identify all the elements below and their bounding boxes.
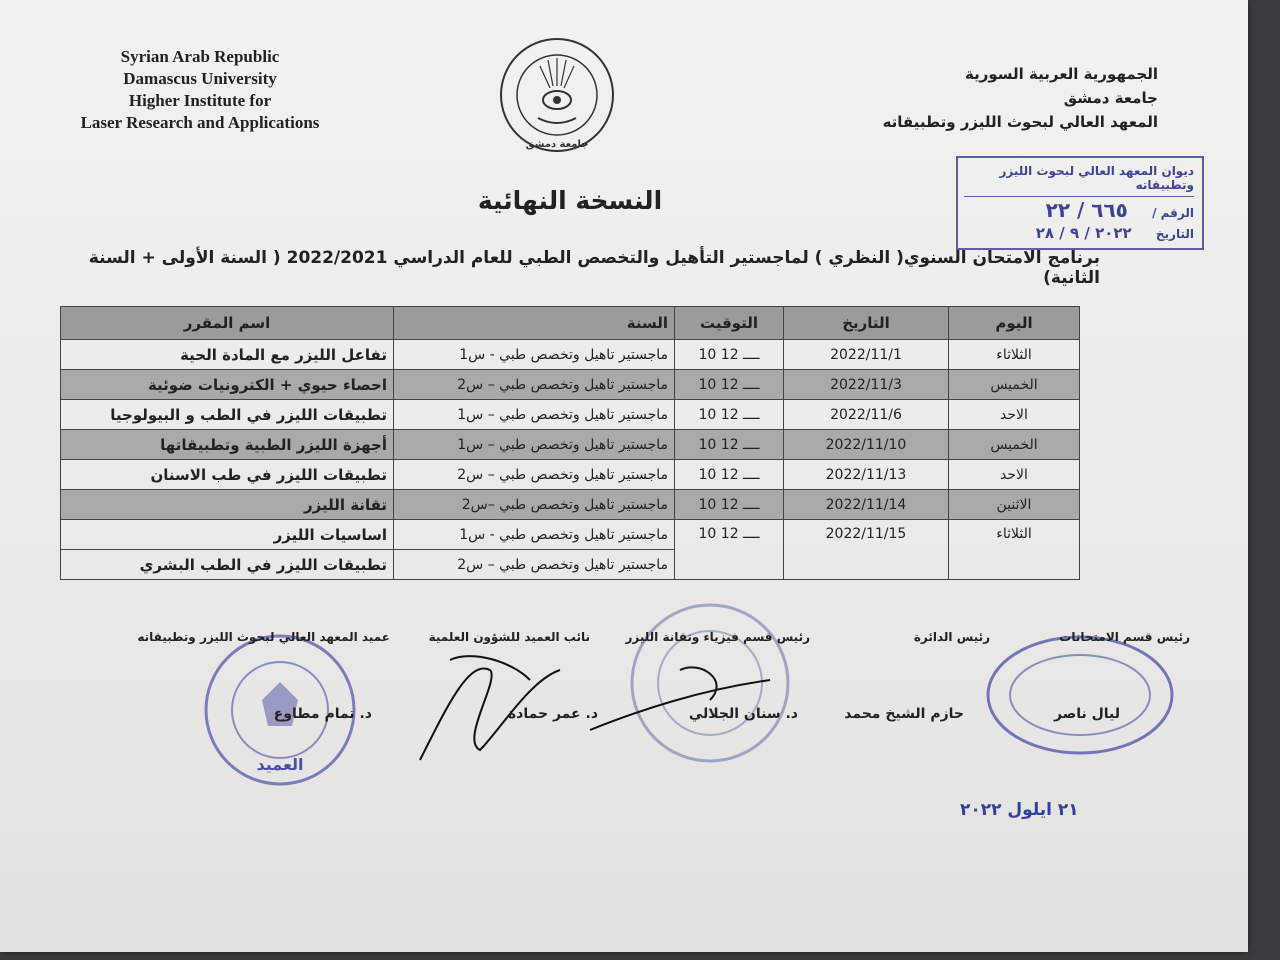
page-subtitle: برنامج الامتحان السنوي( النظري ) لماجستير التأهيل والتخصص الطبي للعام الدراسي 2022/2021 ( السنة الأولى + السنة الثانية) <box>88 248 1100 288</box>
header-day: اليوم <box>949 307 1080 340</box>
cell-time: 10 ــــ 12 <box>675 490 784 520</box>
cell-time: 10 ــــ 12 <box>675 430 784 460</box>
header-course: اسم المقرر <box>61 307 394 340</box>
cell-course: احصاء حيوي + الكترونيات ضوئية <box>61 370 394 400</box>
table-row <box>61 370 1080 400</box>
cell-day: الثلاثاء <box>949 520 1080 580</box>
en-line-1: Syrian Arab Republic <box>120 47 280 66</box>
cell-day: الثلاثاء <box>949 340 1080 370</box>
physics-head-title: رئيس قسم فيزياء وتقانة الليزر <box>625 630 810 644</box>
cell-time: 10 ــــ 12 <box>675 340 784 370</box>
vice-dean-title: نائب العميد للشؤون العلمية <box>428 630 590 644</box>
table-row <box>61 400 1080 430</box>
cell-course: تفاعل الليزر مع المادة الحية <box>61 340 394 370</box>
exams-head-name: ليال ناصر <box>1053 706 1120 722</box>
cell-day: الاحد <box>949 400 1080 430</box>
cell-year: ماجستير تاهيل وتخصص طبي – س1 <box>394 400 675 430</box>
registry-date-value: ٢٠٢٢ / ٩ / ٢٨ <box>1035 224 1132 242</box>
cell-year: ماجستير تاهيل وتخصص طبي – س2 <box>394 460 675 490</box>
en-line-3: Higher Institute for <box>128 91 272 110</box>
header-date: التاريخ <box>784 307 949 340</box>
ar-line-1: الجمهورية العربية السورية <box>965 65 1158 83</box>
cell-day: الاثنين <box>949 490 1080 520</box>
cell-date: 2022/11/6 <box>784 400 949 430</box>
english-letterhead <box>60 46 340 134</box>
cell-course: أجهزة الليزر الطبية وتطبيقاتها <box>61 430 394 460</box>
registry-number-label: الرقم / <box>1152 206 1194 220</box>
logo-caption: جامعة دمشق <box>525 139 589 150</box>
registry-date-label: التاريخ <box>1155 227 1194 241</box>
university-logo-icon <box>498 36 616 154</box>
cell-year: ماجستير تاهيل وتخصص طبي - س1 <box>394 520 675 550</box>
table-row <box>61 460 1080 490</box>
cell-course: تطبيقات الليزر في الطب و البيولوجيا <box>61 400 394 430</box>
table-row <box>61 430 1080 460</box>
circle-head-name: حازم الشيخ محمد <box>844 706 964 722</box>
handwritten-date: ٢١ ايلول ٢٠٢٢ <box>960 800 1079 820</box>
page-title: النسخة النهائية <box>477 186 663 215</box>
header-year: السنة <box>394 307 675 340</box>
table-header-row <box>61 307 1080 340</box>
cell-time: 10 ــــ 12 <box>675 370 784 400</box>
cell-time: 10 ــــ 12 <box>675 460 784 490</box>
cell-course: تقانة الليزر <box>61 490 394 520</box>
header-time: التوقيت <box>675 307 784 340</box>
cell-date: 2022/11/14 <box>784 490 949 520</box>
table-row <box>61 490 1080 520</box>
cell-date: 2022/11/1 <box>784 340 949 370</box>
cell-year: ماجستير تاهيل وتخصص طبي – س2 <box>394 370 675 400</box>
cell-day: الخميس <box>949 370 1080 400</box>
dean-title: عميد المعهد العالي لبحوث الليزر وتطبيقاته <box>137 630 390 644</box>
table-row <box>61 340 1080 370</box>
cell-year: ماجستير تاهيل وتخصص طبي - س1 <box>394 340 675 370</box>
vice-dean-name: د. عمر حمادة <box>507 706 598 722</box>
registry-number-value: ٦٦٥ / ٢٢ <box>1045 198 1128 222</box>
cell-year: ماجستير تاهيل وتخصص طبي – س2 <box>394 550 675 580</box>
exams-head-title: رئيس قسم الامتحانات <box>1059 630 1190 644</box>
cell-date: 2022/11/3 <box>784 370 949 400</box>
exam-schedule-table <box>60 306 1080 580</box>
ar-line-3: المعهد العالي لبحوث الليزر وتطبيقاته <box>882 113 1158 131</box>
cell-course: اساسيات الليزر <box>61 520 394 550</box>
cell-year: ماجستير تاهيل وتخصص طبي –س2 <box>394 490 675 520</box>
physics-head-name: د. سنان الجلالي <box>688 706 798 722</box>
cell-date: 2022/11/10 <box>784 430 949 460</box>
en-line-2: Damascus University <box>123 69 277 88</box>
cell-day: الخميس <box>949 430 1080 460</box>
exams-department-stamp-icon <box>980 630 1180 760</box>
dean-name: د. تمام مطاوع <box>273 706 372 722</box>
ar-line-2: جامعة دمشق <box>1063 89 1158 107</box>
arabic-letterhead <box>798 62 1158 134</box>
registry-stamp-title: ديوان المعهد العالي لبحوث الليزر وتطبيقاته <box>964 164 1194 197</box>
en-line-4: Laser Research and Applications <box>80 113 320 132</box>
circle-head-title: رئيس الدائرة <box>913 630 990 644</box>
cell-day: الاحد <box>949 460 1080 490</box>
dean-stamp-word: العميد <box>256 755 304 774</box>
cell-time: 10 ــــ 12 <box>675 400 784 430</box>
cell-course: تطبيقات الليزر في الطب البشري <box>61 550 394 580</box>
physics-head-signature-icon <box>580 650 780 740</box>
cell-year: ماجستير تاهيل وتخصص طبي – س1 <box>394 430 675 460</box>
registry-stamp <box>956 156 1204 250</box>
cell-date: 2022/11/13 <box>784 460 949 490</box>
vice-dean-signature-icon <box>410 640 580 770</box>
cell-date: 2022/11/15 <box>784 520 949 580</box>
table-row <box>61 520 1080 550</box>
cell-time: 10 ــــ 12 <box>675 520 784 580</box>
cell-course: تطبيقات الليزر في طب الاسنان <box>61 460 394 490</box>
